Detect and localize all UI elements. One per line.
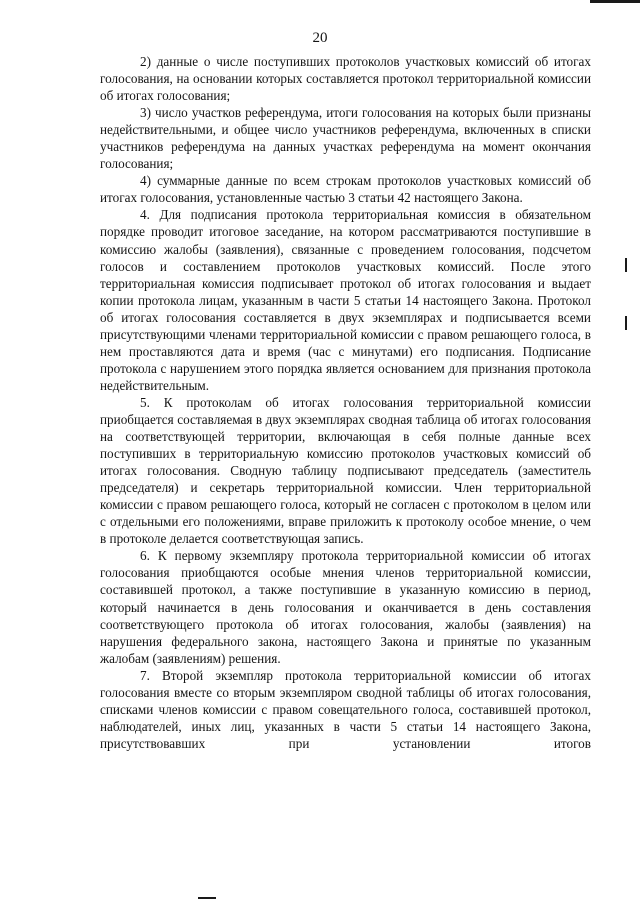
page-number: 20 — [312, 30, 328, 46]
document-body — [100, 53, 591, 752]
scan-mark-right — [625, 258, 627, 272]
paragraph-item-2: 2) данные о числе поступивших протоколов участковых комиссий об итогах голосования, на основании которых составляется протокол территориальной комиссии об итогах голосования; — [100, 54, 591, 104]
paragraph-section-5: 5. К протоколам об итогах голосования территориальной комиссии приобщается составляемая в двух экземплярах сводная таблица об итогах голосования на соответствующей территории, включающая в себя полные данные всех поступивших в территориальную комиссию протоколов участковых комиссий об итогах голосования. Сводную таблицу подписывают председатель (заместитель председателя) и секретарь территориальной комиссии. Член территориальной комиссии с правом решающего голоса, который не согласен с протоколом в целом или с отдельными его положениями, вправе приложить к протоколу особое мнение, о чем в протоколе делается соответствующая запись. — [100, 394, 591, 547]
paragraph-item-4: 4) суммарные данные по всем строкам протоколов участковых комиссий об итогах голосования, установленные частью 3 статьи 42 настоящего Закона. — [100, 173, 591, 206]
scan-mark-top — [590, 0, 640, 3]
paragraph-section-7: 7. Второй экземпляр протокола территориальной комиссии об итогах голосования вместе со вторым экземпляром сводной таблицы об итогах голосования, списками членов комиссии с правом совещательного голоса, составившей протокол, наблюдателей, иных лиц, указанных в части 5 статьи 14 настоящего Закона, присутствовавших при установлении итогов — [100, 667, 591, 751]
paragraph-item-3: 3) число участков референдума, итоги голосования на которых были признаны недействительными, и общее число участников референдума, включенных в списки участников референдума на данных участках референдума на момент окончания голосования; — [100, 105, 591, 172]
scan-mark-right-2 — [625, 316, 627, 330]
paragraph-section-6: 6. К первому экземпляру протокола территориальной комиссии об итогах голосования приобщаются особые мнения членов территориальной комиссии, составившей протокол, а также поступившие в указанную комиссию в период, который начинается в день голосования и оканчивается в день составления соответствующего протокола об итогах голосования, жалобы (заявления) на нарушения федерального закона, настоящего Закона и принятые по указанным жалобам (заявлениям) решения. — [100, 548, 591, 666]
scan-mark-bottom — [198, 897, 216, 899]
paragraph-section-4: 4. Для подписания протокола территориальная комиссия в обязательном порядке проводит итоговое заседание, на котором рассматриваются поступившие в комиссию жалобы (заявления), связанные с проведением голосования, подсчетом голосов и составлением протоколов участковых комиссий. После этого территориальная комиссия подписывает протокол об итогах голосования и выдает копии протокола лицам, указанным в части 5 статьи 14 настоящего Закона. Протокол об итогах голосования составляется в двух экземплярах и подписывается всеми присутствующими членами территориальной комиссии с правом решающего голоса, в нем проставляются дата и время (час с минутами) его подписания. Подписание протокола с нарушением этого порядка является основанием для признания протокола недействительным. — [100, 207, 591, 393]
